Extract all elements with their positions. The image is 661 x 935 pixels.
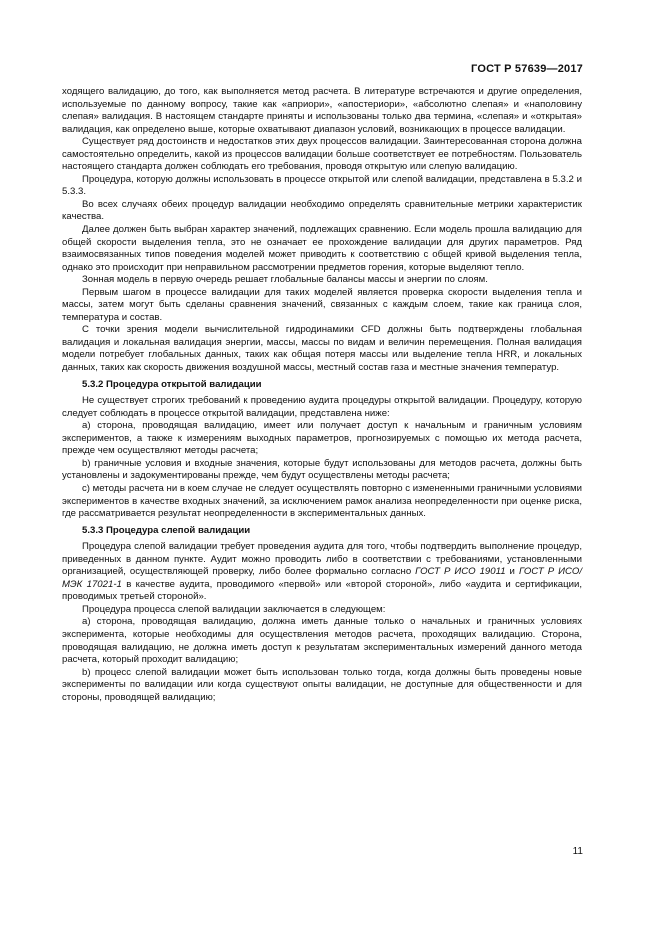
document-header: ГОСТ Р 57639—2017 — [471, 63, 583, 75]
list-item: а) сторона, проводящая валидацию, имеет или получает доступ к начальным и граничным условиям экспериментов, а также к измерениям выходных параметров, прогнозируемых с помощью их метода расчета, прежде чем осуществляют методы расчета; — [62, 420, 582, 457]
paragraph: С точки зрения модели вычислительной гидродинамики CFD должны быть подтверждены глобальная валидация и локальная валидация энергии, массы, массы по видам и величин перемещения. Полная валидация модели потребует глобальных данных, таких как общая потеря массы или выделение тепла HRR, и локальных данных, таких как скорость движения воздушной массы, местный состав газа и местные значения температур. — [62, 324, 582, 374]
text-run: и — [505, 566, 519, 578]
page-number: 11 — [572, 846, 583, 857]
paragraph: Во всех случаях обеих процедур валидации необходимо определять сравнительные метрики характеристик качества. — [62, 198, 582, 223]
paragraph: Не существует строгих требований к проведению аудита процедуры открытой валидации. Процедуру, которую следует соблюдать в процессе открытой валидации, представлена ниже: — [62, 395, 582, 419]
list-item: b) граничные условия и входные значения, которые будут использованы для методов расчета, должны быть установлены и задокументированы прежде, чем будут осуществлены методы расчета; — [62, 457, 582, 482]
paragraph: Первым шагом в процессе валидации для таких моделей является проверка скорости выделения тепла и массы, затем могут быть сделаны сравнения значений, связанных с каждым слоем, такие как граница слоя, температура и состав. — [62, 286, 582, 323]
list-item: c) методы расчета ни в коем случае не следует осуществлять повторно с измененными граничными условиями экспериментов в качестве входных значений, за исключением рамок анализа неопределенности при оценке риска, где рассматривается результат неопределенности в экспериментальных данных. — [62, 482, 582, 520]
paragraph: ходящего валидацию, до того, как выполняется метод расчета. В литературе встречаются и другие определения, используемые по данному вопросу, такие как «априори», «апостериори», «абсолютно слепая» и «наполовину слепая» валидация. В настоящем стандарте приняты и использованы только два термина, «слепая» и «открытая» валидация, как определено выше, которые охватывают диапазон условий, возникающих в процессе валидации. — [62, 86, 582, 135]
section-heading-5-3-2: 5.3.2 Процедура открытой валидации — [82, 378, 262, 390]
text-run: в качестве аудита, проводимого «первой» или «второй стороной», либо «аудита и сертификации, проводимых третьей стороной». — [62, 578, 582, 603]
document-body — [62, 86, 582, 704]
paragraph: Далее должен быть выбран характер значений, подлежащих сравнению. Если модель прошла валидацию для общей скорости выделения тепла, это не означает ее прохождение валидации для других параметров. Ряд взаимосвязанных типов поведения моделей может приводить к соответствию с общей кривой выделения тепла, однако это происходит при неправильном рассмотрении предметов горения, которые выделяют тепло. — [62, 224, 582, 273]
text-run: Процедура слепой валидации требует проведения аудита для того, чтобы подтвердить выполнение процедур, приведенных в данном пункте. Аудит можно проводить либо в соответствии с требованиями, установленными организацией, осуществляющей проверку, либо более формально согласно — [62, 541, 582, 578]
paragraph — [62, 541, 582, 604]
paragraph: Процедура, которую должны использовать в процессе открытой или слепой валидации, представлена в 5.3.2 и 5.3.3. — [62, 173, 582, 198]
section-heading-5-3-3: 5.3.3 Процедура слепой валидации — [82, 524, 251, 536]
paragraph: Зонная модель в первую очередь решает глобальные балансы массы и энергии по слоям. — [82, 274, 488, 286]
paragraph: Существует ряд достоинств и недостатков этих двух процессов валидации. Заинтересованная сторона должна самостоятельно определить, какой из процессов валидации больше соответствует ее потребностям. Пользователь настоящего стандарта должен соблюдать его требования, проводя открытую или слепую валидацию. — [62, 136, 582, 173]
list-item: а) сторона, проводящая валидацию, должна иметь данные только о начальных и граничных условиях эксперимента, которые необходимы для осуществления методов расчета, проходящих валидацию. Сторона, проводящая валидацию, не должна иметь доступ к результатам экспериментальных измерений данного метода расчета, который проходит валидацию; — [62, 616, 582, 666]
paragraph: Процедура процесса слепой валидации заключается в следующем: — [82, 603, 386, 615]
list-item: b) процесс слепой валидации может быть использован только тогда, когда должны быть проведены новые эксперименты по валидации или когда существуют опыты валидации, не доступные для общественности и для стороны, проводящей валидацию; — [62, 666, 582, 703]
standard-reference: ГОСТ Р ИСО/МЭК 17021-1 — [62, 566, 582, 590]
standard-reference: ГОСТ Р ИСО 19011 — [415, 566, 506, 578]
